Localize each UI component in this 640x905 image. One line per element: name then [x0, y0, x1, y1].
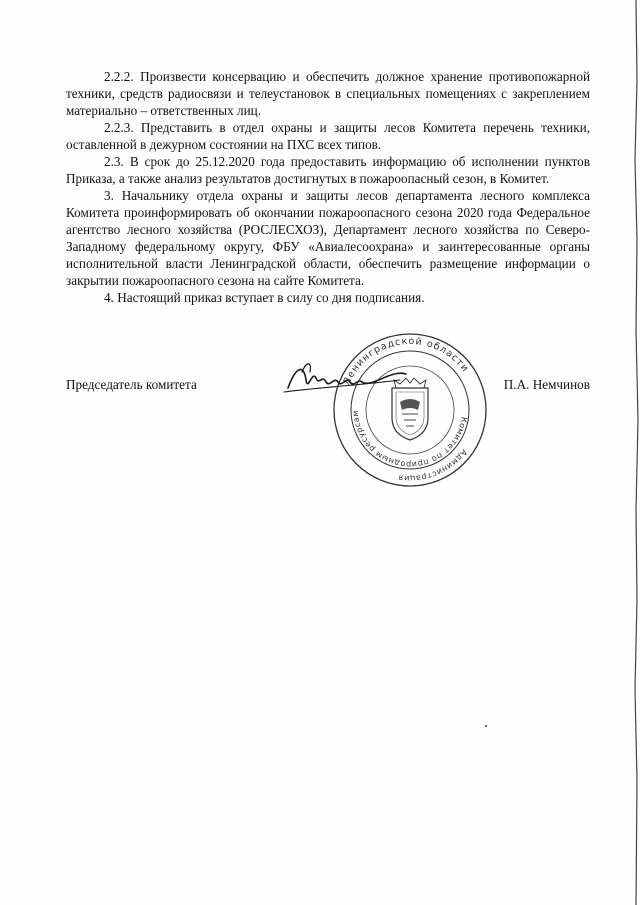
paragraph-2-3: 2.3. В срок до 25.12.2020 года предоставить информацию об исполнении пунктов Приказа, а также анализ результатов достигнутых в пожароопасный сезон, в Комитет. — [66, 154, 590, 186]
paragraph-2-2-3: 2.2.3. Представить в отдел охраны и защиты лесов Комитета перечень техники, оставленной в дежурном состоянии на ПХС всех типов. — [66, 120, 590, 152]
seal-inner-text: Комитет по природным ресурсам — [350, 409, 469, 470]
official-seal-icon — [330, 330, 490, 490]
paragraph-3: 3. Начальнику отдела охраны и защиты лесов департамента лесного комплекса Комитета проинформировать об окончании пожароопасного сезона 2020 года Федеральное агентство лесного хозяйства (РОСЛЕСХОЗ), Департамент лесного хозяйства по Северо-Западному федеральному округу, ФБУ «Авиалесоохрана» и заинтересованные органы исполнительной власти Ленинградской области, обеспечить размещение информации о закрытии пожароопасного сезона на сайте Комитета. — [66, 188, 590, 288]
seal-outer-text: Ленинградской области — [341, 335, 471, 387]
paragraph-2-2-2: 2.2.2. Произвести консервацию и обеспечить должное хранение противопожарной техники, средств радиосвязи и телеустановок в специальных помещениях с закреплением материально – ответственных лиц. — [66, 69, 590, 118]
document-body — [66, 68, 590, 306]
signature-row — [66, 377, 590, 397]
signer-name: П.А. Немчинов — [503, 377, 590, 392]
signer-position: Председатель комитета — [66, 377, 197, 392]
scan-edge-shadow — [626, 0, 640, 905]
seal-admin-text: Администрация — [397, 447, 469, 484]
paragraph-4: 4. Настоящий приказ вступает в силу со дня подписания. — [104, 290, 425, 305]
scan-speck — [485, 725, 487, 727]
